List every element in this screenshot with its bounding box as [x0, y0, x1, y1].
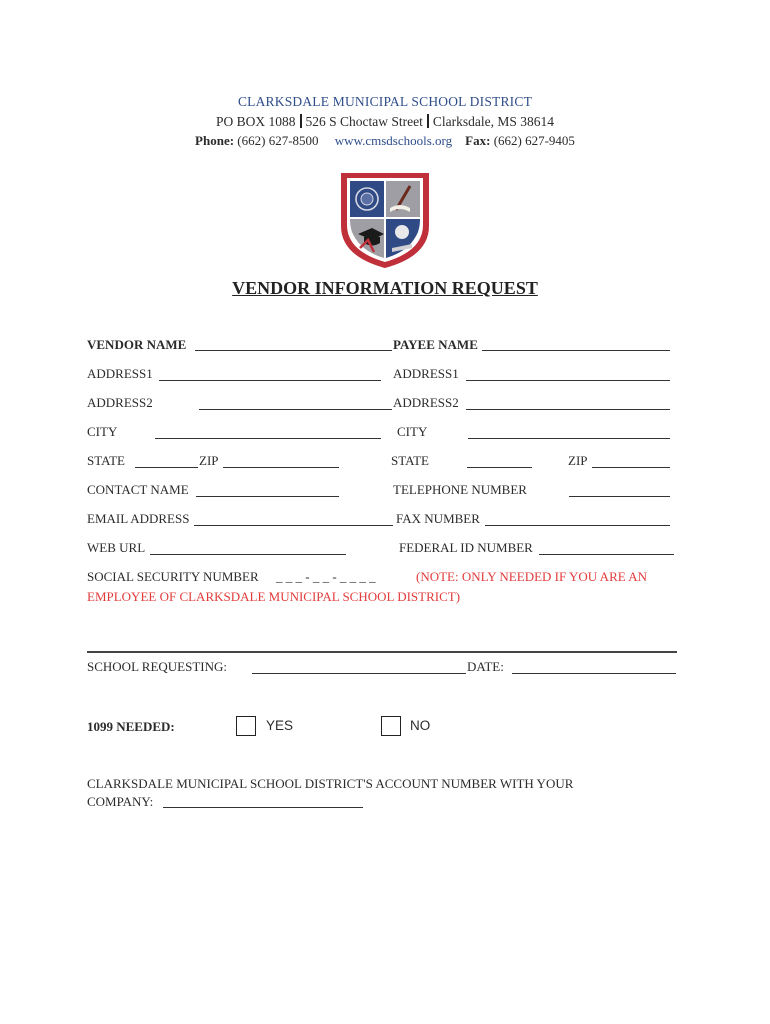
1099-needed-label: 1099 NEEDED: [87, 719, 175, 734]
form-title: VENDOR INFORMATION REQUEST [232, 278, 538, 298]
vendor-name-field[interactable] [195, 350, 392, 351]
fax-label: Fax: [465, 133, 491, 148]
zip-left-field[interactable] [223, 467, 339, 468]
school-requesting-field[interactable] [252, 673, 466, 674]
city-right-label: CITY [397, 424, 428, 439]
city-left-field[interactable] [155, 438, 381, 439]
federal-id-field[interactable] [539, 554, 674, 555]
state-left-label: STATE [87, 453, 125, 468]
state-left-field[interactable] [135, 467, 198, 468]
address1-right-label: ADDRESS1 [393, 366, 459, 381]
city-right-field[interactable] [468, 438, 670, 439]
separator-bar [427, 114, 429, 128]
account-number-field[interactable] [163, 807, 363, 808]
vendor-name-label: VENDOR NAME [87, 337, 187, 352]
district-name: CLARKSDALE MUNICIPAL SCHOOL DISTRICT [237, 94, 533, 109]
address2-left-field[interactable] [199, 409, 392, 410]
telephone-number-field[interactable] [569, 496, 670, 497]
website-link[interactable]: www.cmsdschools.org [334, 133, 453, 148]
telephone-number-label: TELEPHONE NUMBER [393, 482, 527, 497]
street: 526 S Choctaw Street [305, 114, 423, 129]
zip-right-field[interactable] [592, 467, 670, 468]
ssn-field[interactable]: _ _ _ - _ _ - _ _ _ _ [276, 569, 376, 584]
po-box: PO BOX 1088 [215, 114, 296, 129]
zip-right-label: ZIP [568, 453, 588, 468]
contact-line [0, 133, 770, 149]
email-address-label: EMAIL ADDRESS [87, 511, 190, 526]
account-number-label-line2: COMPANY: [87, 794, 154, 809]
contact-name-field[interactable] [196, 496, 339, 497]
fax-number-label: FAX NUMBER [396, 511, 480, 526]
payee-name-label: PAYEE NAME [393, 337, 478, 352]
fax-number-field[interactable] [485, 525, 670, 526]
yes-label: YES [266, 718, 294, 733]
ssn-label: SOCIAL SECURITY NUMBER [87, 569, 259, 584]
zip-left-label: ZIP [199, 453, 219, 468]
no-label: NO [410, 718, 431, 733]
address2-right-label: ADDRESS2 [393, 395, 459, 410]
ssn-note-line1: (NOTE: ONLY NEEDED IF YOU ARE AN [416, 569, 647, 584]
state-right-field[interactable] [467, 467, 532, 468]
section-divider [87, 651, 677, 653]
address1-left-field[interactable] [159, 380, 381, 381]
separator-bar [300, 114, 302, 128]
web-url-label: WEB URL [87, 540, 146, 555]
date-label: DATE: [467, 659, 504, 674]
ssn-note-line2: EMPLOYEE OF CLARKSDALE MUNICIPAL SCHOOL DISTRICT) [87, 589, 461, 604]
city-left-label: CITY [87, 424, 118, 439]
address-line [0, 114, 770, 130]
contact-name-label: CONTACT NAME [87, 482, 189, 497]
fax-number: (662) 627-9405 [493, 133, 575, 148]
address1-left-label: ADDRESS1 [87, 366, 153, 381]
district-crest-logo [338, 168, 432, 270]
state-right-label: STATE [391, 453, 429, 468]
no-checkbox[interactable] [381, 716, 401, 736]
address1-right-field[interactable] [466, 380, 670, 381]
yes-checkbox[interactable] [236, 716, 256, 736]
school-requesting-label: SCHOOL REQUESTING: [87, 659, 227, 674]
account-number-label-line1: CLARKSDALE MUNICIPAL SCHOOL DISTRICT'S ACCOUNT NUMBER WITH YOUR [87, 776, 574, 791]
phone-label: Phone: [195, 133, 235, 148]
address2-right-field[interactable] [466, 409, 670, 410]
date-field[interactable] [512, 673, 676, 674]
payee-name-field[interactable] [482, 350, 670, 351]
web-url-field[interactable] [150, 554, 346, 555]
address2-left-label: ADDRESS2 [87, 395, 153, 410]
federal-id-label: FEDERAL ID NUMBER [399, 540, 533, 555]
phone-number: (662) 627-8500 [237, 133, 319, 148]
email-address-field[interactable] [194, 525, 393, 526]
city-state-zip: Clarksdale, MS 38614 [432, 114, 554, 129]
